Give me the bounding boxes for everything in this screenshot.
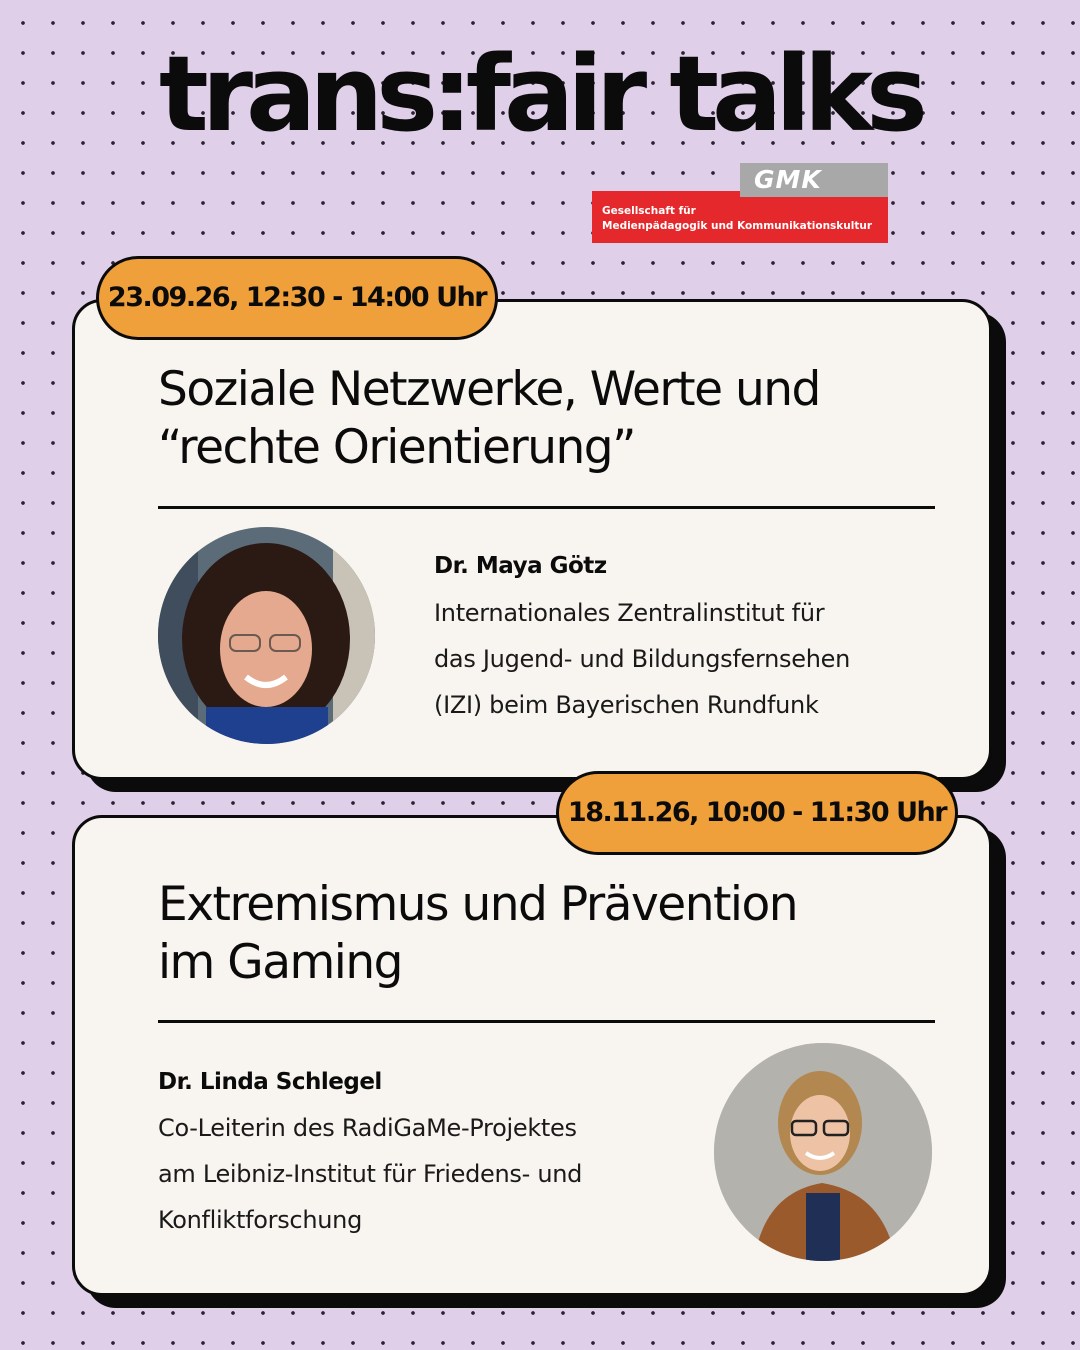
- speaker-2-affiliation: [158, 1105, 582, 1243]
- speaker-1-affil-line1: Internationales Zentralinstitut für: [434, 599, 825, 627]
- speaker-1-affil-line2: das Jugend- und Bildungsfernsehen: [434, 645, 851, 673]
- speaker-2-name: Dr. Linda Schlegel: [158, 1069, 382, 1095]
- speaker-2-affil-line2: am Leibniz-Institut für Friedens- und: [158, 1160, 583, 1188]
- talk-2-title: [158, 876, 938, 992]
- speaker-portrait-icon: [714, 1043, 932, 1261]
- talk-1-date-badge: 23.09.26, 12:30 - 14:00 Uhr: [96, 256, 498, 340]
- speaker-1-affil-line3: (IZI) beim Bayerischen Rundfunk: [434, 691, 819, 719]
- talk-1-title-line1: Soziale Netzwerke, Werte und: [158, 362, 820, 417]
- speaker-1-photo: [158, 527, 375, 744]
- speaker-2-affil-line3: Konfliktforschung: [158, 1206, 362, 1234]
- speaker-1-affiliation: [434, 590, 850, 728]
- speaker-2-photo: [714, 1043, 932, 1261]
- gmk-logo-line1: Gesellschaft für: [602, 205, 696, 217]
- talk-1-title: [158, 361, 938, 477]
- speaker-1-name: Dr. Maya Götz: [434, 553, 607, 579]
- speaker-portrait-icon: [158, 527, 375, 744]
- speaker-2-affil-line1: Co-Leiterin des RadiGaMe-Projektes: [158, 1114, 577, 1142]
- talk-1-title-line2: “rechte Orientierung”: [158, 420, 635, 475]
- talk-1-divider: [158, 506, 935, 509]
- talk-2-title-line2: im Gaming: [158, 935, 402, 990]
- page-title: trans:fair talks: [159, 33, 921, 155]
- gmk-logo-line2: Medienpädagogik und Kommunikationskultur: [602, 220, 873, 232]
- gmk-logo-abbr: GMK: [740, 163, 888, 197]
- gmk-logo: [592, 163, 888, 243]
- talk-2-title-line1: Extremismus und Prävention: [158, 877, 798, 932]
- talk-2-divider: [158, 1020, 935, 1023]
- talk-2-date-badge: 18.11.26, 10:00 - 11:30 Uhr: [556, 771, 958, 855]
- gmk-logo-banner: [592, 191, 888, 243]
